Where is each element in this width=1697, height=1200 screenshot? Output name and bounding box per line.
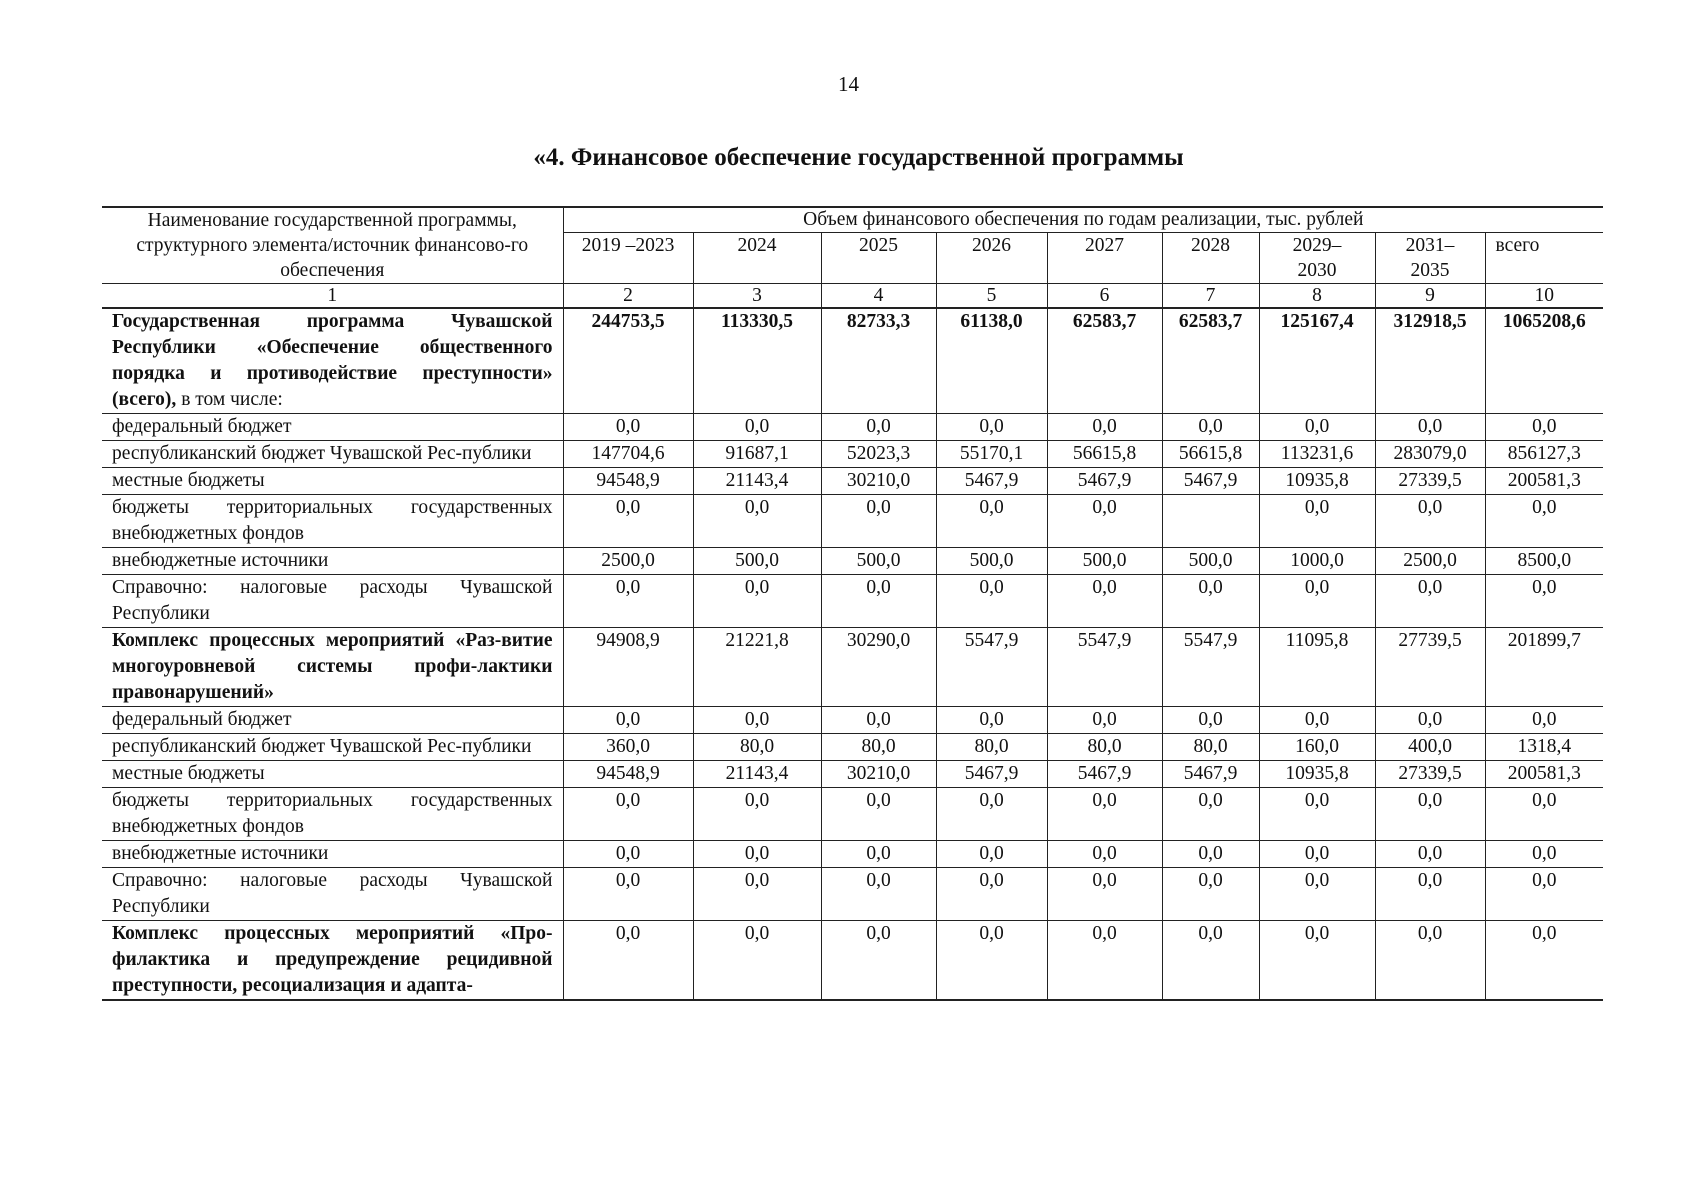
row-value: 0,0 — [1047, 788, 1162, 841]
row-value: 91687,1 — [693, 441, 821, 468]
row-value: 10935,8 — [1259, 761, 1375, 788]
row-value: 21143,4 — [693, 761, 821, 788]
table-row — [102, 414, 1603, 441]
column-number: 1 — [102, 284, 563, 309]
row-value: 0,0 — [1047, 841, 1162, 868]
row-value: 2500,0 — [563, 548, 693, 575]
row-value: 0,0 — [563, 495, 693, 548]
row-value: 27739,5 — [1375, 628, 1485, 707]
column-number: 2 — [563, 284, 693, 309]
row-name-text: республиканский бюджет Чувашской Рес-публики — [112, 443, 532, 464]
header-year-3: 2025 — [821, 233, 936, 284]
row-value: 0,0 — [821, 921, 936, 1001]
row-value: 0,0 — [1375, 868, 1485, 921]
row-value: 0,0 — [1162, 841, 1259, 868]
row-name-suffix: в том числе: — [176, 389, 283, 410]
row-value: 0,0 — [1047, 575, 1162, 628]
header-funding-volume: Объем финансового обеспечения по годам реализации, тыс. рублей — [563, 207, 1603, 233]
row-value: 80,0 — [821, 734, 936, 761]
row-value: 0,0 — [1162, 868, 1259, 921]
row-value: 30210,0 — [821, 468, 936, 495]
row-value: 0,0 — [1162, 707, 1259, 734]
row-value: 200581,3 — [1485, 468, 1603, 495]
page-number: 14 — [838, 72, 859, 96]
row-value: 0,0 — [693, 707, 821, 734]
table-row — [102, 734, 1603, 761]
row-value: 0,0 — [821, 841, 936, 868]
row-value: 56615,8 — [1162, 441, 1259, 468]
document-title: «4. Финансовое обеспечение государственной программы — [533, 144, 1184, 171]
row-value: 0,0 — [563, 788, 693, 841]
row-value: 30210,0 — [821, 761, 936, 788]
row-value: 0,0 — [1485, 495, 1603, 548]
row-name-text: федеральный бюджет — [112, 416, 292, 437]
row-value: 80,0 — [936, 734, 1047, 761]
row-value: 2500,0 — [1375, 548, 1485, 575]
row-value: 11095,8 — [1259, 628, 1375, 707]
row-value: 0,0 — [693, 841, 821, 868]
row-value: 0,0 — [563, 575, 693, 628]
row-value: 0,0 — [693, 868, 821, 921]
row-value: 56615,8 — [1047, 441, 1162, 468]
row-name — [102, 441, 563, 468]
row-value: 0,0 — [563, 707, 693, 734]
header-year-7: 2029– 2030 — [1259, 233, 1375, 284]
row-value: 0,0 — [1259, 414, 1375, 441]
row-value: 5467,9 — [1047, 761, 1162, 788]
row-name-text: Комплекс процессных мероприятий «Про-филактика и предупреждение рецидивной преступности, ресоциализация и адапта- — [112, 923, 553, 996]
row-value: 0,0 — [563, 921, 693, 1001]
row-value: 0,0 — [1375, 495, 1485, 548]
row-value: 0,0 — [936, 921, 1047, 1001]
row-value: 5547,9 — [936, 628, 1047, 707]
row-value: 500,0 — [1047, 548, 1162, 575]
row-name — [102, 628, 563, 707]
row-name — [102, 921, 563, 1001]
row-value: 0,0 — [936, 495, 1047, 548]
row-value: 0,0 — [1047, 414, 1162, 441]
row-value: 62583,7 — [1047, 308, 1162, 414]
table-row — [102, 868, 1603, 921]
row-value: 82733,3 — [821, 308, 936, 414]
row-value: 62583,7 — [1162, 308, 1259, 414]
row-value: 0,0 — [936, 868, 1047, 921]
row-name-text: федеральный бюджет — [112, 709, 292, 730]
row-value: 0,0 — [1259, 868, 1375, 921]
row-name — [102, 734, 563, 761]
row-name-text: местные бюджеты — [112, 470, 265, 491]
row-value: 0,0 — [1259, 921, 1375, 1001]
row-value: 0,0 — [1047, 921, 1162, 1001]
row-value: 0,0 — [693, 788, 821, 841]
row-value: 0,0 — [821, 575, 936, 628]
row-value: 94548,9 — [563, 468, 693, 495]
row-name — [102, 841, 563, 868]
row-value: 30290,0 — [821, 628, 936, 707]
row-value: 0,0 — [1162, 921, 1259, 1001]
column-number: 4 — [821, 284, 936, 309]
row-value: 125167,4 — [1259, 308, 1375, 414]
row-value: 0,0 — [1162, 788, 1259, 841]
row-value: 5547,9 — [1047, 628, 1162, 707]
row-name-text: Государственная программа Чувашской Республики «Обеспечение общественного порядка и противодействие преступности» (всего), — [112, 311, 553, 410]
row-value: 360,0 — [563, 734, 693, 761]
row-value: 0,0 — [1375, 414, 1485, 441]
row-value: 10935,8 — [1259, 468, 1375, 495]
row-value: 200581,3 — [1485, 761, 1603, 788]
row-value: 312918,5 — [1375, 308, 1485, 414]
row-value: 0,0 — [1375, 575, 1485, 628]
row-value: 0,0 — [1375, 788, 1485, 841]
row-value: 0,0 — [1047, 495, 1162, 548]
header-year-1: 2019 –2023 — [563, 233, 693, 284]
row-value: 1318,4 — [1485, 734, 1603, 761]
row-name — [102, 868, 563, 921]
table-row — [102, 707, 1603, 734]
row-value: 113330,5 — [693, 308, 821, 414]
row-value: 80,0 — [693, 734, 821, 761]
row-value: 0,0 — [1375, 921, 1485, 1001]
row-value — [1162, 495, 1259, 548]
header-year-6: 2028 — [1162, 233, 1259, 284]
row-name-text: внебюджетные источники — [112, 550, 329, 571]
row-value: 5467,9 — [1162, 468, 1259, 495]
row-value: 160,0 — [1259, 734, 1375, 761]
row-value: 8500,0 — [1485, 548, 1603, 575]
row-value: 0,0 — [1485, 788, 1603, 841]
row-value: 52023,3 — [821, 441, 936, 468]
row-value: 0,0 — [1259, 575, 1375, 628]
row-name-text: местные бюджеты — [112, 763, 265, 784]
row-value: 5467,9 — [936, 761, 1047, 788]
table-row — [102, 441, 1603, 468]
row-name — [102, 414, 563, 441]
row-value: 21221,8 — [693, 628, 821, 707]
table-row — [102, 495, 1603, 548]
column-number: 5 — [936, 284, 1047, 309]
row-value: 27339,5 — [1375, 468, 1485, 495]
row-name — [102, 468, 563, 495]
financing-table — [102, 206, 1603, 1001]
header-year-8: 2031– 2035 — [1375, 233, 1485, 284]
row-value: 5467,9 — [936, 468, 1047, 495]
row-value: 400,0 — [1375, 734, 1485, 761]
column-number: 9 — [1375, 284, 1485, 309]
row-value: 0,0 — [693, 921, 821, 1001]
row-value: 27339,5 — [1375, 761, 1485, 788]
row-value: 0,0 — [563, 868, 693, 921]
row-value: 500,0 — [1162, 548, 1259, 575]
row-value: 0,0 — [936, 707, 1047, 734]
row-name-text: республиканский бюджет Чувашской Рес-публики — [112, 736, 532, 757]
row-value: 0,0 — [1047, 707, 1162, 734]
table-row — [102, 921, 1603, 1001]
row-value: 0,0 — [936, 414, 1047, 441]
row-value: 0,0 — [693, 495, 821, 548]
row-name — [102, 788, 563, 841]
row-value: 0,0 — [1259, 707, 1375, 734]
row-value: 0,0 — [821, 868, 936, 921]
row-value: 5467,9 — [1162, 761, 1259, 788]
row-value: 0,0 — [1485, 868, 1603, 921]
row-value: 21143,4 — [693, 468, 821, 495]
row-value: 856127,3 — [1485, 441, 1603, 468]
column-number: 10 — [1485, 284, 1603, 309]
row-name-text: Справочно: налоговые расходы Чувашской Республики — [112, 577, 553, 624]
row-value: 0,0 — [1375, 841, 1485, 868]
row-name — [102, 308, 563, 414]
row-name-text: Комплекс процессных мероприятий «Раз-витие многоуровневой системы профи-лактики правонарушений» — [112, 630, 553, 703]
row-value: 0,0 — [563, 841, 693, 868]
row-name — [102, 575, 563, 628]
row-value: 61138,0 — [936, 308, 1047, 414]
row-value: 0,0 — [821, 495, 936, 548]
column-number: 3 — [693, 284, 821, 309]
row-name-text: бюджеты территориальных государственных внебюджетных фондов — [112, 497, 553, 544]
row-value: 80,0 — [1047, 734, 1162, 761]
row-value: 80,0 — [1162, 734, 1259, 761]
row-value: 1000,0 — [1259, 548, 1375, 575]
row-value: 0,0 — [1485, 575, 1603, 628]
row-name — [102, 707, 563, 734]
row-value: 244753,5 — [563, 308, 693, 414]
table-row — [102, 628, 1603, 707]
row-value: 0,0 — [821, 414, 936, 441]
row-value: 1065208,6 — [1485, 308, 1603, 414]
table-row — [102, 548, 1603, 575]
row-value: 500,0 — [821, 548, 936, 575]
row-value: 0,0 — [936, 575, 1047, 628]
table-row — [102, 761, 1603, 788]
row-value: 500,0 — [936, 548, 1047, 575]
row-value: 0,0 — [1485, 921, 1603, 1001]
row-value: 0,0 — [1162, 414, 1259, 441]
header-year-4: 2026 — [936, 233, 1047, 284]
row-value: 94548,9 — [563, 761, 693, 788]
row-value: 147704,6 — [563, 441, 693, 468]
row-value: 0,0 — [821, 788, 936, 841]
row-value: 0,0 — [936, 841, 1047, 868]
row-name-text: бюджеты территориальных государственных внебюджетных фондов — [112, 790, 553, 837]
row-value: 0,0 — [821, 707, 936, 734]
row-name-text: внебюджетные источники — [112, 843, 329, 864]
column-number: 6 — [1047, 284, 1162, 309]
header-year-2: 2024 — [693, 233, 821, 284]
row-value: 0,0 — [1375, 707, 1485, 734]
row-value: 0,0 — [1259, 788, 1375, 841]
row-value: 0,0 — [1259, 495, 1375, 548]
row-value: 0,0 — [1047, 868, 1162, 921]
row-value: 0,0 — [1259, 841, 1375, 868]
table-row — [102, 575, 1603, 628]
table-header — [102, 207, 1603, 308]
column-number: 8 — [1259, 284, 1375, 309]
header-year-9: всего — [1485, 233, 1603, 284]
row-value: 500,0 — [693, 548, 821, 575]
row-value: 0,0 — [1162, 575, 1259, 628]
row-value: 5547,9 — [1162, 628, 1259, 707]
row-value: 113231,6 — [1259, 441, 1375, 468]
row-value: 0,0 — [693, 414, 821, 441]
row-name-text: Справочно: налоговые расходы Чувашской Республики — [112, 870, 553, 917]
row-value: 94908,9 — [563, 628, 693, 707]
table-row — [102, 788, 1603, 841]
row-value: 0,0 — [1485, 707, 1603, 734]
header-year-5: 2027 — [1047, 233, 1162, 284]
row-name — [102, 548, 563, 575]
table-row — [102, 841, 1603, 868]
row-value: 0,0 — [563, 414, 693, 441]
row-value: 201899,7 — [1485, 628, 1603, 707]
row-value: 0,0 — [1485, 841, 1603, 868]
table-row — [102, 308, 1603, 414]
row-value: 55170,1 — [936, 441, 1047, 468]
row-value: 283079,0 — [1375, 441, 1485, 468]
row-value: 0,0 — [936, 788, 1047, 841]
row-name — [102, 761, 563, 788]
row-name — [102, 495, 563, 548]
header-name-column: Наименование государственной программы, структурного элемента/источник финансово-го обеспечения — [102, 207, 563, 284]
row-value: 0,0 — [1485, 414, 1603, 441]
table-row — [102, 468, 1603, 495]
column-number: 7 — [1162, 284, 1259, 309]
row-value: 5467,9 — [1047, 468, 1162, 495]
row-value: 0,0 — [693, 575, 821, 628]
table-body — [102, 308, 1603, 1000]
